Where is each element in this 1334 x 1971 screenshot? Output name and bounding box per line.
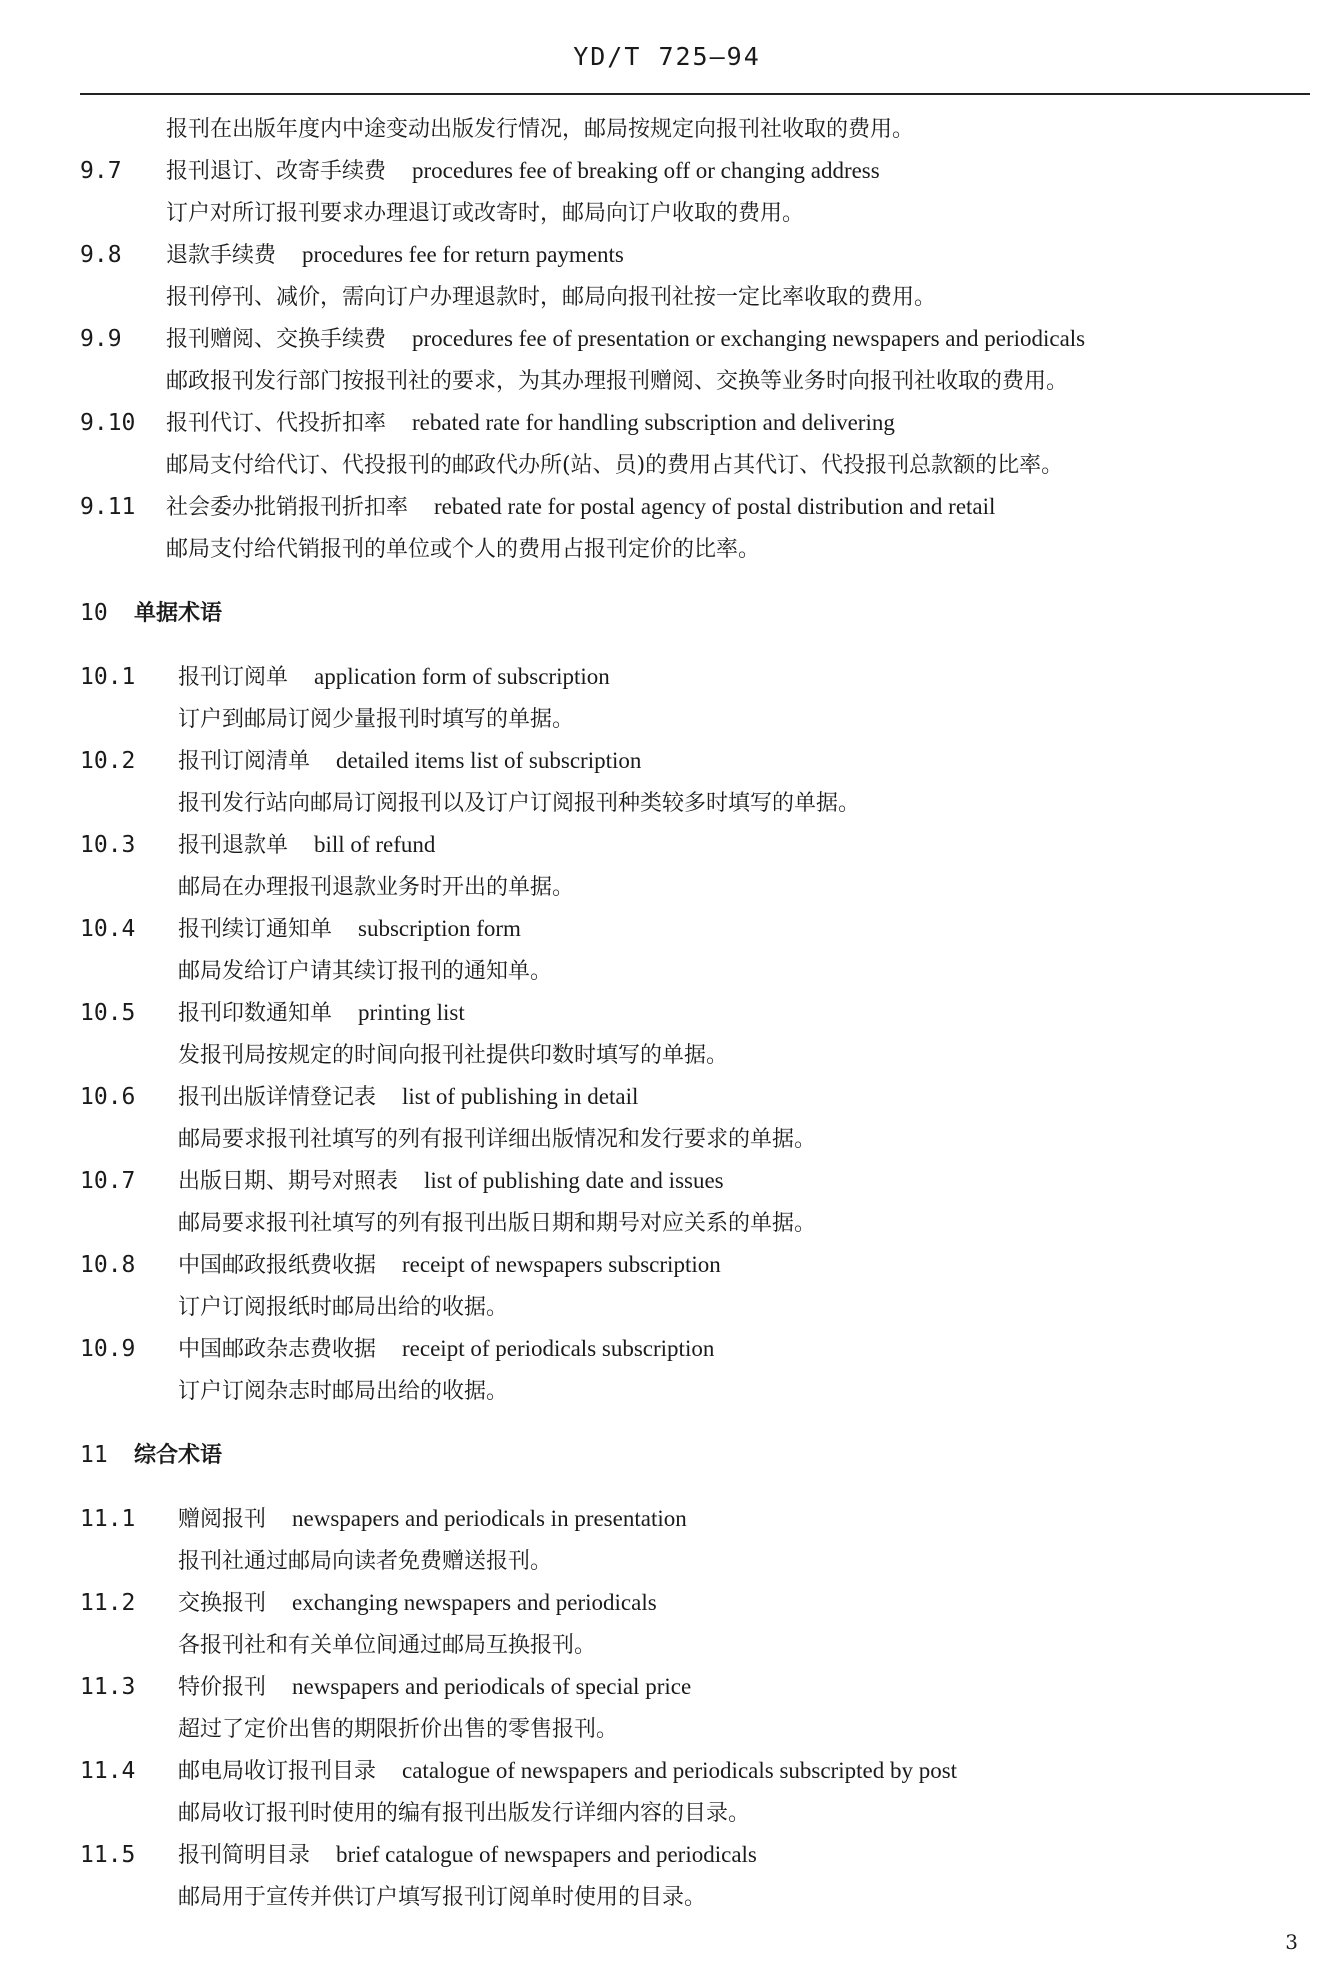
term-entry: [80, 1838, 1310, 1880]
term-number: 10.6: [80, 1084, 136, 1110]
section-heading-11: [80, 1438, 1310, 1480]
term-number: 11.3: [80, 1674, 136, 1700]
term-chinese: 报刊赠阅、交换手续费: [166, 327, 387, 352]
entries-section-11: [80, 1502, 1310, 1922]
term-english: printing list: [358, 1000, 465, 1025]
section-title: 单据术语: [134, 601, 223, 626]
term-definition: 报刊发行站向邮局订阅报刊以及订户订阅报刊种类较多时填写的单据。: [178, 791, 861, 816]
section-number: 11: [80, 1442, 108, 1468]
term-number: 9.9: [80, 326, 122, 352]
term-chinese: 报刊印数通知单: [178, 1001, 333, 1026]
section-title: 综合术语: [134, 1443, 223, 1468]
term-chinese: 报刊续订通知单: [178, 917, 333, 942]
term-chinese: 出版日期、期号对照表: [178, 1169, 399, 1194]
entries-section-10: [80, 660, 1310, 1416]
term-english: list of publishing date and issues: [424, 1168, 724, 1193]
term-english: exchanging newspapers and periodicals: [292, 1590, 657, 1615]
term-english: subscription form: [358, 916, 521, 941]
term-entry: [80, 744, 1310, 786]
entries-section-9: [80, 154, 1310, 574]
term-entry: [80, 1164, 1310, 1206]
term-number: 10.1: [80, 664, 136, 690]
term-english: rebated rate for handling subscription and delivering: [412, 410, 895, 435]
term-number: 11.5: [80, 1842, 136, 1868]
term-definition: 报刊停刊、减价，需向订户办理退款时，邮局向报刊社按一定比率收取的费用。: [166, 285, 937, 310]
term-number: 10.2: [80, 748, 136, 774]
term-chinese: 中国邮政杂志费收据: [178, 1337, 377, 1362]
term-definition: 邮局支付给代销报刊的单位或个人的费用占报刊定价的比率。: [166, 537, 761, 562]
term-definition: 邮局在办理报刊退款业务时开出的单据。: [178, 875, 575, 900]
term-chinese: 报刊订阅清单: [178, 749, 311, 774]
term-english: newspapers and periodicals of special price: [292, 1674, 692, 1699]
header-rule: [80, 93, 1310, 95]
term-english: newspapers and periodicals in presentation: [292, 1506, 687, 1531]
term-entry: [80, 660, 1310, 702]
intro-definition: 报刊在出版年度内中途变动出版发行情况，邮局按规定向报刊社收取的费用。: [166, 117, 915, 142]
term-entry: [80, 912, 1310, 954]
term-chinese: 交换报刊: [178, 1591, 267, 1616]
term-chinese: 特价报刊: [178, 1675, 267, 1700]
term-entry: [80, 1248, 1310, 1290]
term-entry: [80, 490, 1310, 532]
term-definition: 邮局用于宣传并供订户填写报刊订阅单时使用的目录。: [178, 1885, 707, 1910]
term-english: procedures fee of breaking off or changing address: [412, 158, 880, 183]
term-english: procedures fee for return payments: [302, 242, 624, 267]
term-definition: 超过了定价出售的期限折价出售的零售报刊。: [178, 1717, 619, 1742]
term-english: receipt of periodicals subscription: [402, 1336, 715, 1361]
term-chinese: 社会委办批销报刊折扣率: [166, 495, 409, 520]
term-definition: 各报刊社和有关单位间通过邮局互换报刊。: [178, 1633, 597, 1658]
section-number: 10: [80, 600, 108, 626]
term-english: bill of refund: [314, 832, 436, 857]
term-chinese: 中国邮政报纸费收据: [178, 1253, 377, 1278]
term-entry: [80, 238, 1310, 280]
term-number: 11.1: [80, 1506, 136, 1532]
term-number: 10.8: [80, 1252, 136, 1278]
term-chinese: 报刊订阅单: [178, 665, 289, 690]
term-definition: 邮局要求报刊社填写的列有报刊详细出版情况和发行要求的单据。: [178, 1127, 817, 1152]
term-number: 11.2: [80, 1590, 136, 1616]
term-definition: 订户对所订报刊要求办理退订或改寄时，邮局向订户收取的费用。: [166, 201, 805, 226]
term-definition: 邮政报刊发行部门按报刊社的要求，为其办理报刊赠阅、交换等业务时向报刊社收取的费用。: [166, 369, 1069, 394]
term-chinese: 报刊退订、改寄手续费: [166, 159, 387, 184]
document-header: YD/T 725—94: [573, 42, 761, 71]
term-entry: [80, 406, 1310, 448]
term-definition: 邮局支付给代订、代投报刊的邮政代办所(站、员)的费用占其代订、代投报刊总款额的比率。: [166, 453, 1064, 478]
term-chinese: 报刊简明目录: [178, 1843, 311, 1868]
term-number: 9.7: [80, 158, 122, 184]
page-number: 3: [1285, 1930, 1298, 1954]
term-number: 10.5: [80, 1000, 136, 1026]
term-chinese: 邮电局收订报刊目录: [178, 1759, 377, 1784]
term-chinese: 报刊出版详情登记表: [178, 1085, 377, 1110]
term-entry: [80, 1586, 1310, 1628]
term-number: 11.4: [80, 1758, 136, 1784]
term-chinese: 赠阅报刊: [178, 1507, 267, 1532]
term-definition: 邮局发给订户请其续订报刊的通知单。: [178, 959, 553, 984]
term-number: 9.8: [80, 242, 122, 268]
term-number: 10.9: [80, 1336, 136, 1362]
term-english: list of publishing in detail: [402, 1084, 639, 1109]
term-entry: [80, 1080, 1310, 1122]
term-entry: [80, 1754, 1310, 1796]
term-definition: 邮局收订报刊时使用的编有报刊出版发行详细内容的目录。: [178, 1801, 751, 1826]
term-number: 10.7: [80, 1168, 136, 1194]
term-english: brief catalogue of newspapers and periodicals: [336, 1842, 757, 1867]
term-number: 10.3: [80, 832, 136, 858]
term-entry: [80, 1502, 1310, 1544]
term-entry: [80, 322, 1310, 364]
term-number: 9.10: [80, 410, 136, 436]
term-english: application form of subscription: [314, 664, 610, 689]
term-entry: [80, 154, 1310, 196]
term-definition: 邮局要求报刊社填写的列有报刊出版日期和期号对应关系的单据。: [178, 1211, 817, 1236]
term-english: rebated rate for postal agency of postal distribution and retail: [434, 494, 996, 519]
term-chinese: 报刊退款单: [178, 833, 289, 858]
term-entry: [80, 996, 1310, 1038]
term-chinese: 报刊代订、代投折扣率: [166, 411, 387, 436]
section-heading-10: [80, 596, 1310, 638]
term-english: receipt of newspapers subscription: [402, 1252, 721, 1277]
term-entry: [80, 1332, 1310, 1374]
term-english: detailed items list of subscription: [336, 748, 642, 773]
document-body: [80, 112, 1310, 1922]
term-entry: [80, 828, 1310, 870]
term-definition: 订户订阅报纸时邮局出给的收据。: [178, 1295, 509, 1320]
term-chinese: 退款手续费: [166, 243, 277, 268]
term-entry: [80, 1670, 1310, 1712]
term-number: 10.4: [80, 916, 136, 942]
term-english: catalogue of newspapers and periodicals subscripted by post: [402, 1758, 958, 1783]
term-definition: 发报刊局按规定的时间向报刊社提供印数时填写的单据。: [178, 1043, 729, 1068]
term-definition: 订户订阅杂志时邮局出给的收据。: [178, 1379, 509, 1404]
term-number: 9.11: [80, 494, 136, 520]
term-english: procedures fee of presentation or exchanging newspapers and periodicals: [412, 326, 1086, 351]
term-definition: 报刊社通过邮局向读者免费赠送报刊。: [178, 1549, 553, 1574]
term-definition: 订户到邮局订阅少量报刊时填写的单据。: [178, 707, 575, 732]
